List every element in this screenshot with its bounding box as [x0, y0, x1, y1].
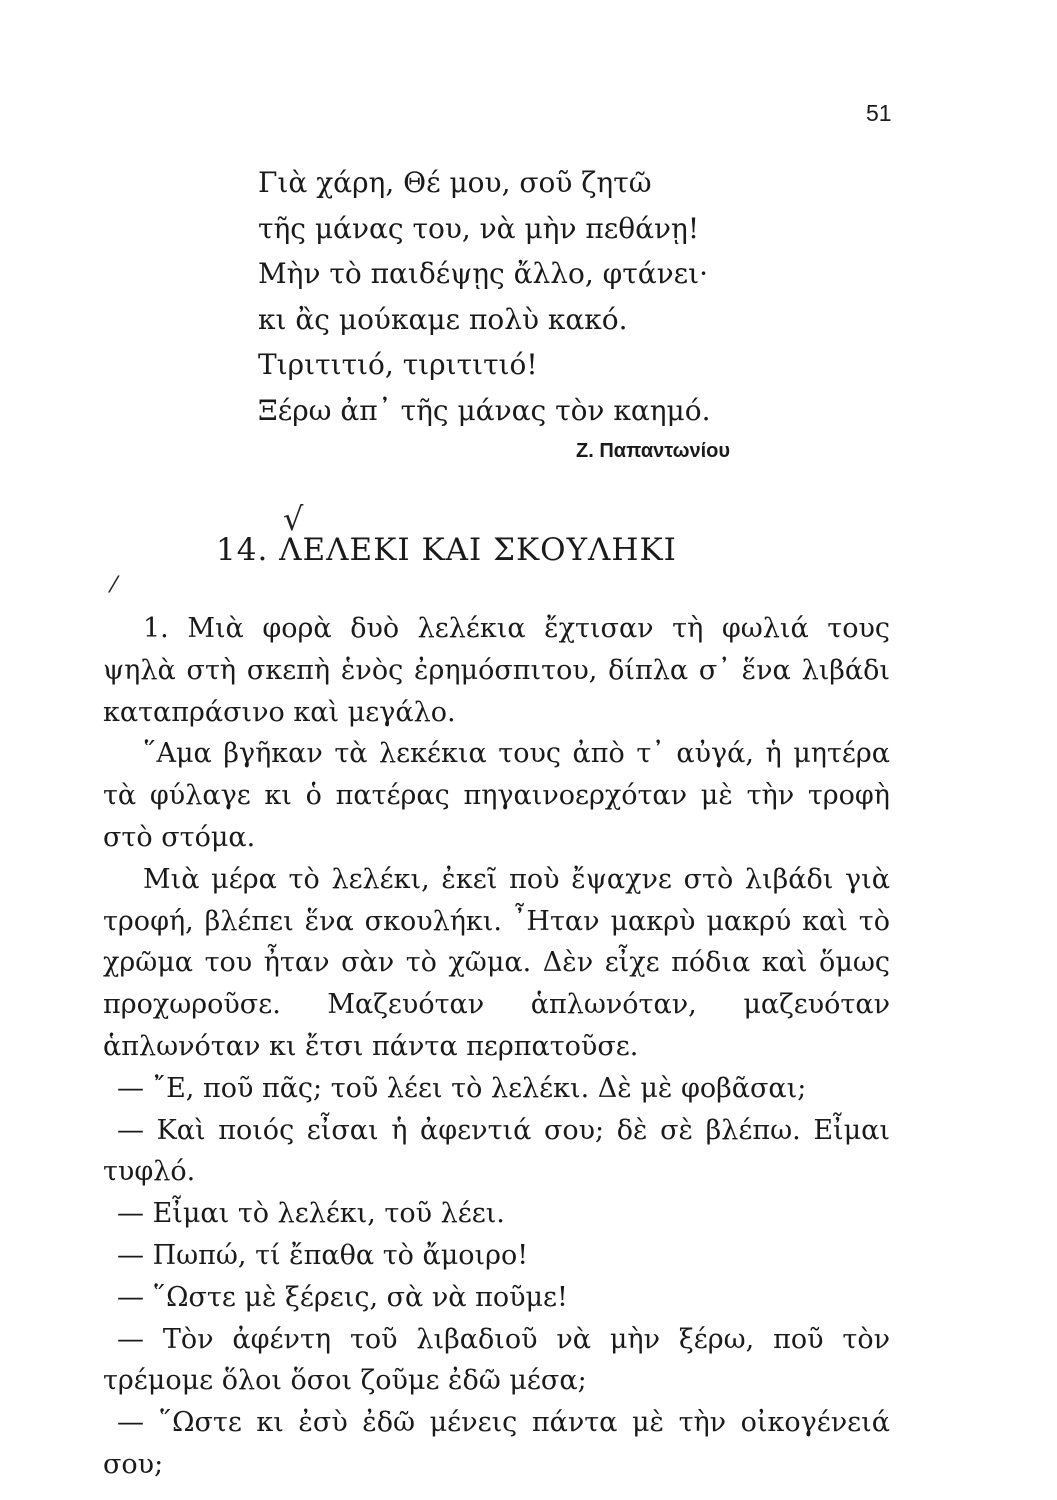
dialogue-line: — Καὶ ποιός εἶσαι ἡ ἀφεντιά σου; δὲ σὲ βλέπω. Εἶμαι τυφλό.	[103, 1114, 890, 1188]
handwritten-tick-mark: ⁄	[112, 573, 116, 598]
page-number: 51	[866, 100, 892, 126]
chapter-title: 14. ΛΕΛΕΚΙ ΚΑΙ ΣΚΟΥΛΗΚΙ	[216, 532, 677, 568]
poem-stanza	[258, 160, 710, 433]
poem-line: τῆς μάνας του, νὰ μὴν πεθάνῃ!	[258, 211, 700, 245]
poem-line: Ξέρω ἀπ᾽ τῆς μάνας τὸν καημό.	[258, 393, 711, 427]
paragraph: ῞Αμα βγῆκαν τὰ λεκέκια τους ἀπὸ τ᾽ αὐγά, ἡ μητέρα τὰ φύλαγε κι ὁ πατέρας πηγαινοερχόταν μὲ τὴν τροφὴ στὸ στόμα.	[103, 738, 890, 853]
poem-line: Μὴν τὸ παιδέψῃς ἄλλο, φτάνει·	[258, 257, 709, 290]
dialogue-line: — Πωπώ, τί ἔπαθα τὸ ἄμοιρο!	[117, 1239, 529, 1271]
dialogue-line: — Τὸν ἀφέντη τοῦ λιβαδιοῦ νὰ μὴν ξέρω, ποῦ τὸν τρέμομε ὅλοι ὅσοι ζοῦμε ἐδῶ μέσα;	[103, 1323, 890, 1397]
story-text	[103, 608, 890, 1486]
poem-author: Ζ. Παπαντωνίου	[576, 440, 731, 462]
dialogue-line: — ῞Ωστε μὲ ξέρεις, σὰ νὰ ποῦμε!	[117, 1281, 568, 1313]
poem-line: Γιὰ χάρη, Θέ μου, σοῦ ζητῶ	[258, 166, 652, 199]
poem-line: κι ἂς μούκαμε πολὺ κακό.	[258, 302, 628, 336]
poem-line: Τιριτιτιό, τιριτιτιό!	[258, 348, 538, 381]
dialogue-line: — ῞Ωστε κι ἐσὺ ἐδῶ μένεις πάντα μὲ τὴν οἰκογένειά σου;	[103, 1407, 890, 1480]
handwritten-check-mark: √	[283, 500, 304, 538]
dialogue-line: — Εἶμαι τὸ λελέκι, τοῦ λέει.	[117, 1198, 505, 1230]
paragraph: Μιὰ μέρα τὸ λελέκι, ἐκεῖ ποὺ ἔψαχνε στὸ λιβάδι γιὰ τροφή, βλέπει ἕνα σκουλήκι. ῏Ηταν μακρὺ μακρύ καὶ τὸ χρῶμα του ἦταν σὰν τὸ χῶμα. Δὲν εἶχε πόδια καὶ ὅμως προχωροῦσε. Μαζευόταν ἁπλωνόταν, μαζευόταν ἁπλωνόταν κι ἔτσι πάντα περπατοῦσε.	[103, 863, 890, 1062]
dialogue-line: — ῎Ε, ποῦ πᾶς; τοῦ λέει τὸ λελέκι. Δὲ μὲ φοβᾶσαι;	[117, 1072, 807, 1104]
paragraph: 1. Μιὰ φορὰ δυὸ λελέκια ἔχτισαν τὴ φωλιά τους ψηλὰ στὴ σκεπὴ ἑνὸς ἐρημόσπιτου, δίπλα σ᾽ ἕνα λιβάδι καταπράσινο καὶ μεγάλο.	[103, 613, 890, 728]
